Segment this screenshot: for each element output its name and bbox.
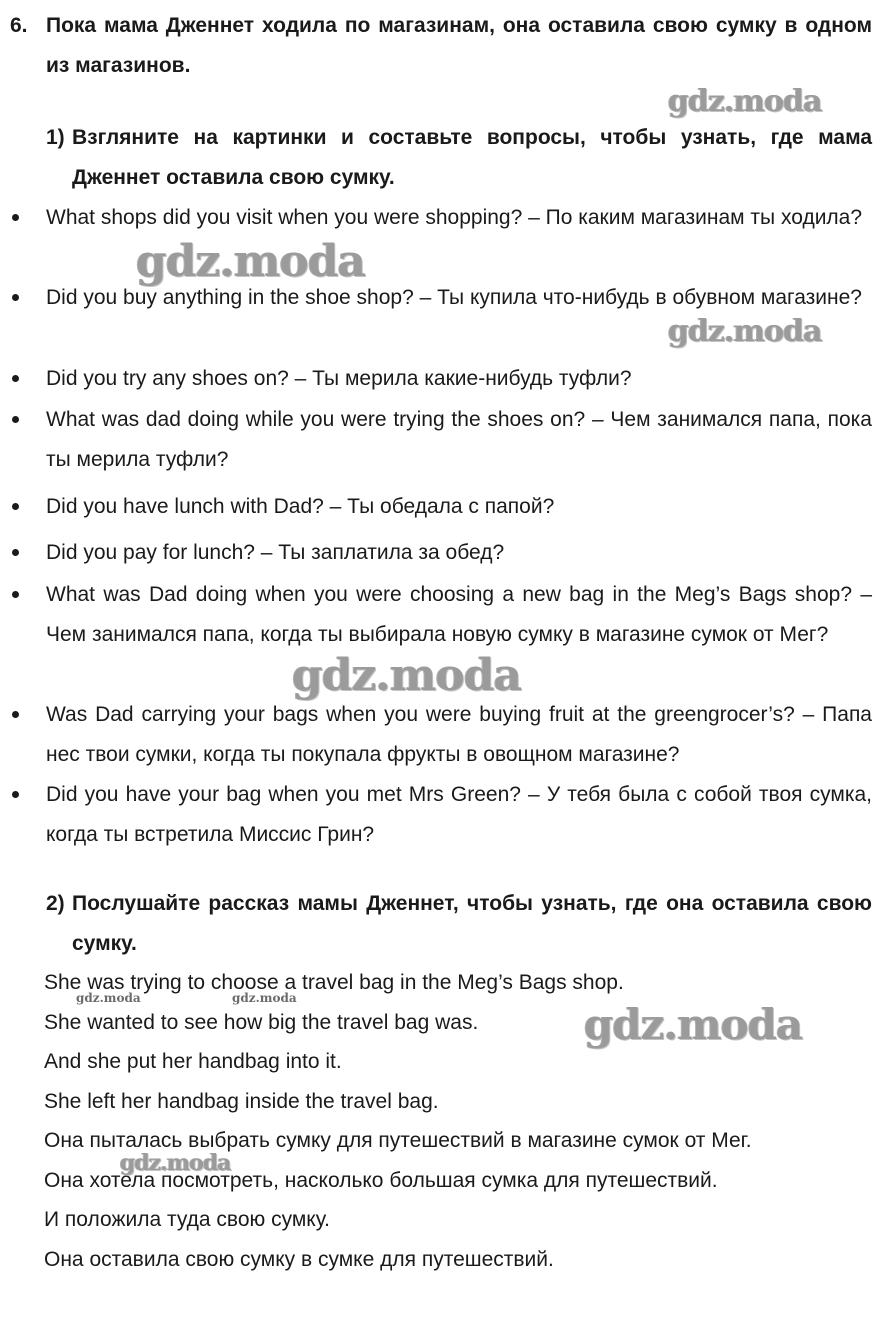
watermark-logo: gdz.moda [136,236,366,287]
watermark-logo: gdz.moda [668,314,822,349]
list-item: Did you pay for lunch? – Ты заплатила за обед? [10,533,872,573]
list-item: What shops did you visit when you were shopping? – По каким магазинам ты ходила? [10,198,872,238]
watermark-logo: gdz.moda [584,1000,803,1049]
bullet-icon [12,503,19,510]
bullet-icon [12,549,19,556]
bullet-icon [12,416,19,423]
bullet-icon [12,791,19,798]
bullet-icon [12,375,19,382]
part1-number: 1) [46,126,65,149]
part2-heading [46,884,872,964]
watermark-logo: gdz.moda [292,650,522,701]
bullet-icon [12,711,19,718]
list-item: What was dad doing while you were trying the shoes on? – Чем занимался папа, пока ты мерила туфли? [10,400,872,480]
story-line: She wanted to see how big the travel bag was. [44,1011,479,1034]
part2-number: 2) [46,892,65,915]
list-item: Did you have lunch with Dad? – Ты обедала с папой? [10,487,872,527]
story-line: И положила туда свою сумку. [44,1208,330,1231]
list-item: Was Dad carrying your bags when you were buying fruit at the greengrocer’s? – Папа нес твои сумки, когда ты покупала фрукты в овощном магазине? [10,695,872,775]
story-line: Она пыталась выбрать сумку для путешествий в магазине сумок от Мег. [44,1129,752,1152]
list-item: Did you have your bag when you met Mrs Green? – У тебя была с собой твоя сумка, когда ты встретила Миссис Грин? [10,775,872,855]
bullet-icon [12,214,19,221]
watermark-logo: gdz.moda [668,84,822,119]
list-item: Did you buy anything in the shoe shop? – Ты купила что-нибудь в обувном магазине? [10,278,872,318]
bullet-icon [12,294,19,301]
watermark-logo: gdz.moda [120,1150,231,1176]
part1-heading [46,118,872,198]
story-line: She left her handbag inside the travel bag. [44,1090,439,1113]
part2-text: Послушайте рассказ мамы Дженнет, чтобы узнать, где она оставила свою сумку. [72,892,872,955]
story-line: Она хотела посмотреть, насколько большая сумка для путешествий. [44,1169,718,1192]
part1-text: Взгляните на картинки и составьте вопросы, чтобы узнать, где мама Дженнет оставила свою сумку. [72,126,872,189]
task-text: Пока мама Дженнет ходила по магазинам, она оставила свою сумку в одном из магазинов. [46,14,872,77]
task-number: 6. [10,14,28,37]
story-line: Она оставила свою сумку в сумке для путешествий. [44,1248,554,1271]
story-line: And she put her handbag into it. [44,1050,342,1073]
watermark-logo: gdz.moda [76,991,141,1005]
list-item: What was Dad doing when you were choosing a new bag in the Meg’s Bags shop? – Чем занимался папа, когда ты выбирала новую сумку в магазине сумок от Мег? [10,575,872,655]
list-item: Did you try any shoes on? – Ты мерила какие-нибудь туфли? [10,359,872,399]
task-heading [10,6,872,86]
story-line: She was trying to choose a travel bag in the Meg’s Bags shop. [44,971,624,994]
watermark-logo: gdz.moda [232,991,297,1005]
bullet-icon [12,591,19,598]
